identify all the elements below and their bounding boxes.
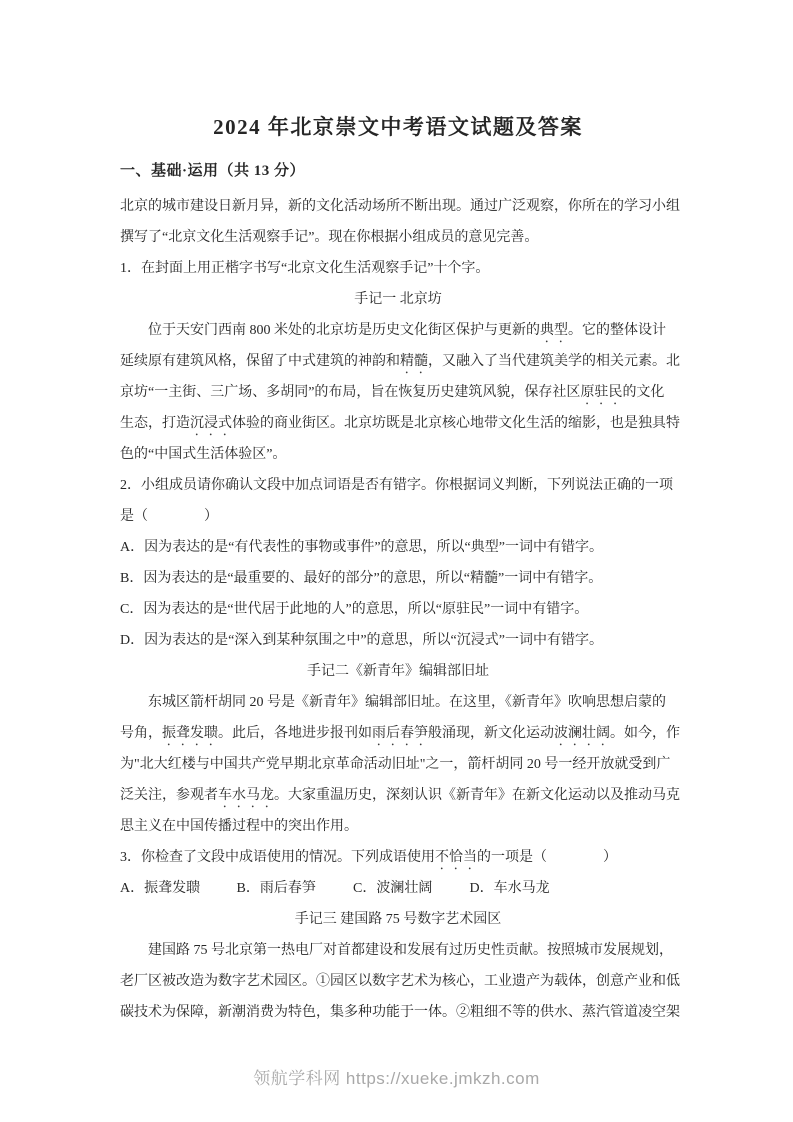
emphasized-word: 典型: [540, 323, 568, 338]
section-heading: 一、基础·运用（共 13 分）: [120, 163, 306, 179]
note2-line-1: 东城区箭杆胡同 20 号是《新青年》编辑部旧址。在这里，《新青年》吹响思想启蒙的: [148, 695, 666, 710]
text-run: 3．你检查了文段中成语使用的情况。下列成语使用: [120, 850, 435, 865]
question-1: 1．在封面上用正楷字书写“北京文化生活观察手记”十个字。: [120, 261, 490, 276]
text-run: 。如今，作: [610, 726, 680, 741]
question-3-option-a: A．振聋发聩: [120, 881, 201, 896]
emphasized-word: 波澜壮阔: [554, 726, 610, 741]
question-3-option-d: D．车水马龙: [469, 881, 550, 896]
text-run: ，又融入了当代建筑美学的相关元素。北: [428, 354, 680, 369]
question-2-option-d: D．因为表达的是“深入到某种氛围之中”的意思，所以“沉浸式”一词中有错字。: [120, 633, 603, 648]
note2-heading: 手记二《新青年》编辑部旧址: [307, 664, 489, 679]
note2-line-2: [120, 718, 680, 749]
question-2-stem-line-1: 2．小组成员请你确认文段中加点词语是否有错字。你根据词义判断，下列说法正确的一项: [120, 478, 673, 493]
note1-line-2: [120, 346, 680, 377]
question-2-option-a: A．因为表达的是“有代表性的事物或事件”的意思，所以“典型”一词中有错字。: [120, 540, 603, 555]
text-run: 号角，: [120, 726, 162, 741]
text-run: 位于天安门西南 800 米处的北京坊是历史文化街区保护与更新的: [148, 323, 540, 338]
note3-heading: 手记三 建国路 75 号数字艺术园区: [294, 912, 502, 927]
text-run: 泛关注，参观者: [120, 788, 218, 803]
note3-line-2: 老厂区被改造为数字艺术园区。①园区以数字艺术为核心，工业遗产为载体，创意产业和低: [120, 974, 680, 989]
note3-line-3: 碳技术为保障，新潮消费为特色，集多种功能于一体。②粗细不等的供水、蒸汽管道凌空架: [120, 1005, 680, 1020]
document-content: [120, 0, 680, 1028]
emphasized-word: 原驻民: [580, 385, 623, 400]
question-3-options: [120, 873, 676, 904]
emphasized-word: 车水马龙: [218, 788, 274, 803]
emphasized-word: 沉浸式: [190, 416, 232, 431]
text-run: 。大家重温历史，深刻认识《新青年》在新文化运动以及推动马克: [274, 788, 680, 803]
emphasized-word: 精髓: [400, 354, 428, 369]
text-run: 延续原有建筑风格，保留了中式建筑的神韵和: [120, 354, 400, 369]
question-3-option-b: B．雨后春笋: [236, 881, 316, 896]
text-run: 京坊“一主街、三广场、多胡同”的布局，旨在恢复历史建筑风貌，保存社区: [120, 385, 581, 400]
emphasized-word: 雨后春笋: [372, 726, 428, 741]
note3-line-1: 建国路 75 号北京第一热电厂对首都建设和发展有过历史性贡献。按照城市发展规划，: [148, 943, 673, 958]
site-watermark: 领航学科网 https://xueke.jmkzh.com: [253, 1069, 540, 1088]
question-2-stem-line-2: 是（ ）: [120, 509, 218, 524]
text-run: 生态，打造: [120, 416, 190, 431]
note1-heading: 手记一 北京坊: [354, 292, 442, 307]
question-3-stem: [120, 842, 676, 873]
note1-line-4: [120, 408, 680, 439]
note1-line-3: [120, 377, 676, 408]
emphasized-word: 振聋发聩: [162, 726, 218, 741]
intro-line-1: 北京的城市建设日新月异，新的文化活动场所不断出现。通过广泛观察，你所在的学习小组: [120, 199, 680, 214]
intro-line-2: 撰写了“北京文化生活观察手记”。现在你根据小组成员的意见完善。: [120, 230, 539, 245]
note2-line-5: 思主义在中国传播过程中的突出作用。: [120, 819, 358, 834]
text-run: 。它的整体设计: [568, 323, 666, 338]
note2-line-4: [120, 780, 680, 811]
text-run: 的文化: [622, 385, 665, 400]
text-run: 的一项是（ ）: [477, 850, 617, 865]
note2-line-3: 为"北大红楼与中国共产党早期北京革命活动旧址"之一，箭杆胡同 20 号一经开放就受到广: [120, 757, 671, 772]
question-2-option-b: B．因为表达的是“最重要的、最好的部分”的意思，所以“精髓”一词中有错字。: [120, 571, 603, 586]
emphasized-word: 不恰当: [435, 850, 477, 865]
text-run: 般涌现，新文化运动: [428, 726, 554, 741]
note1-line-5: 色的“中国式生活体验区”。: [120, 447, 287, 462]
question-2-option-c: C．因为表达的是“世代居于此地的人”的意思，所以“原驻民”一词中有错字。: [120, 602, 589, 617]
question-3-option-c: C．波澜壮阔: [353, 881, 433, 896]
note1-line-1: [120, 315, 676, 346]
text-run: 。此后，各地进步报刊如: [218, 726, 372, 741]
text-run: 体验的商业街区。北京坊既是北京核心地带文化生活的缩影，也是独具特: [232, 416, 680, 431]
page-title: 2024 年北京崇文中考语文试题及答案: [213, 115, 583, 139]
